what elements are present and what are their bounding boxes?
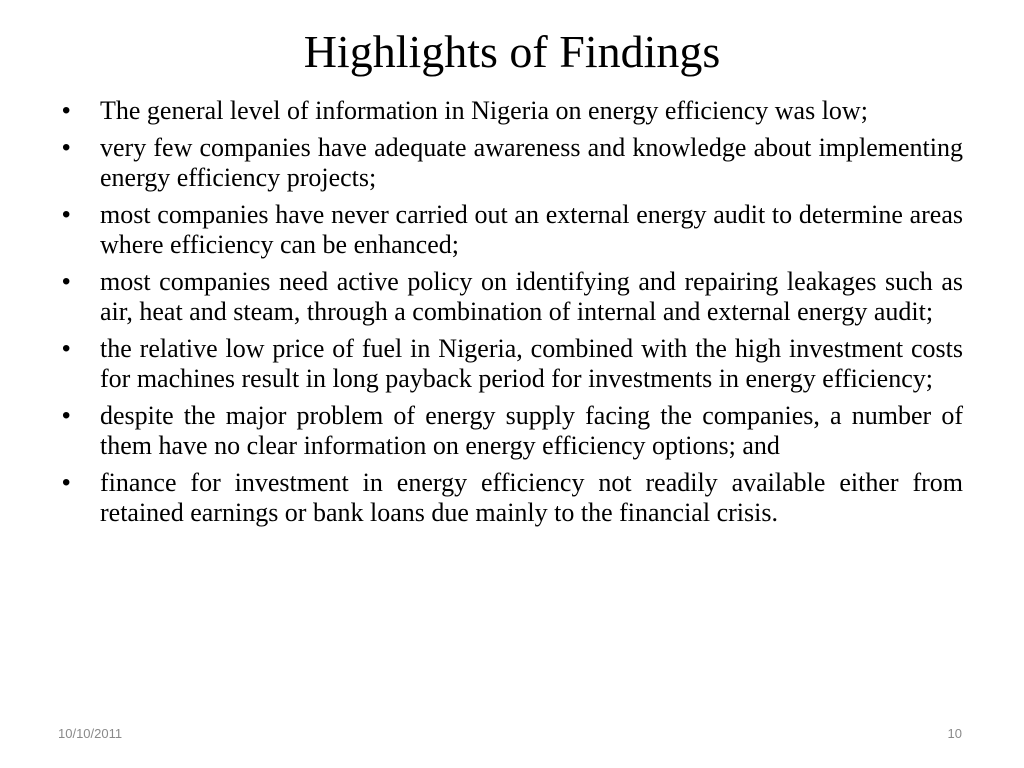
findings-list (62, 96, 976, 535)
bullet-text: The general level of information in Nigeria on energy efficiency was low; (100, 96, 868, 125)
slide-number: 10 (947, 726, 962, 741)
list-item (62, 468, 963, 528)
list-item (62, 401, 963, 461)
bullet-icon: • (62, 201, 71, 228)
bullet-text: finance for investment in energy efficiency not readily available either from retained earnings or bank loans due mainly to the financial crisis. (100, 468, 963, 527)
bullet-text: most companies need active policy on identifying and repairing leakages such as air, heat and steam, through a combination of internal and external energy audit; (100, 267, 976, 326)
bullet-text: very few companies have adequate awareness and knowledge about implementing energy efficiency projects; (100, 133, 963, 192)
bullet-text: the relative low price of fuel in Nigeria, combined with the high investment costs for machines result in long payback period for investments in energy efficiency; (100, 334, 963, 393)
list-item (62, 200, 963, 260)
bullet-icon: • (62, 469, 71, 496)
list-item (62, 96, 963, 126)
list-item (62, 133, 963, 193)
bullet-icon: • (62, 268, 71, 295)
list-item (62, 267, 976, 327)
bullet-text: despite the major problem of energy supply facing the companies, a number of them have no clear information on energy efficiency options; and (100, 401, 963, 460)
list-item (62, 334, 963, 394)
bullet-icon: • (62, 335, 71, 362)
bullet-text: most companies have never carried out an external energy audit to determine areas where efficiency can be enhanced; (100, 200, 963, 259)
bullet-icon: • (62, 402, 71, 429)
bullet-icon: • (62, 97, 71, 124)
bullet-icon: • (62, 134, 71, 161)
slide-title: Highlights of Findings (303, 26, 721, 77)
footer-date: 10/10/2011 (58, 726, 123, 741)
